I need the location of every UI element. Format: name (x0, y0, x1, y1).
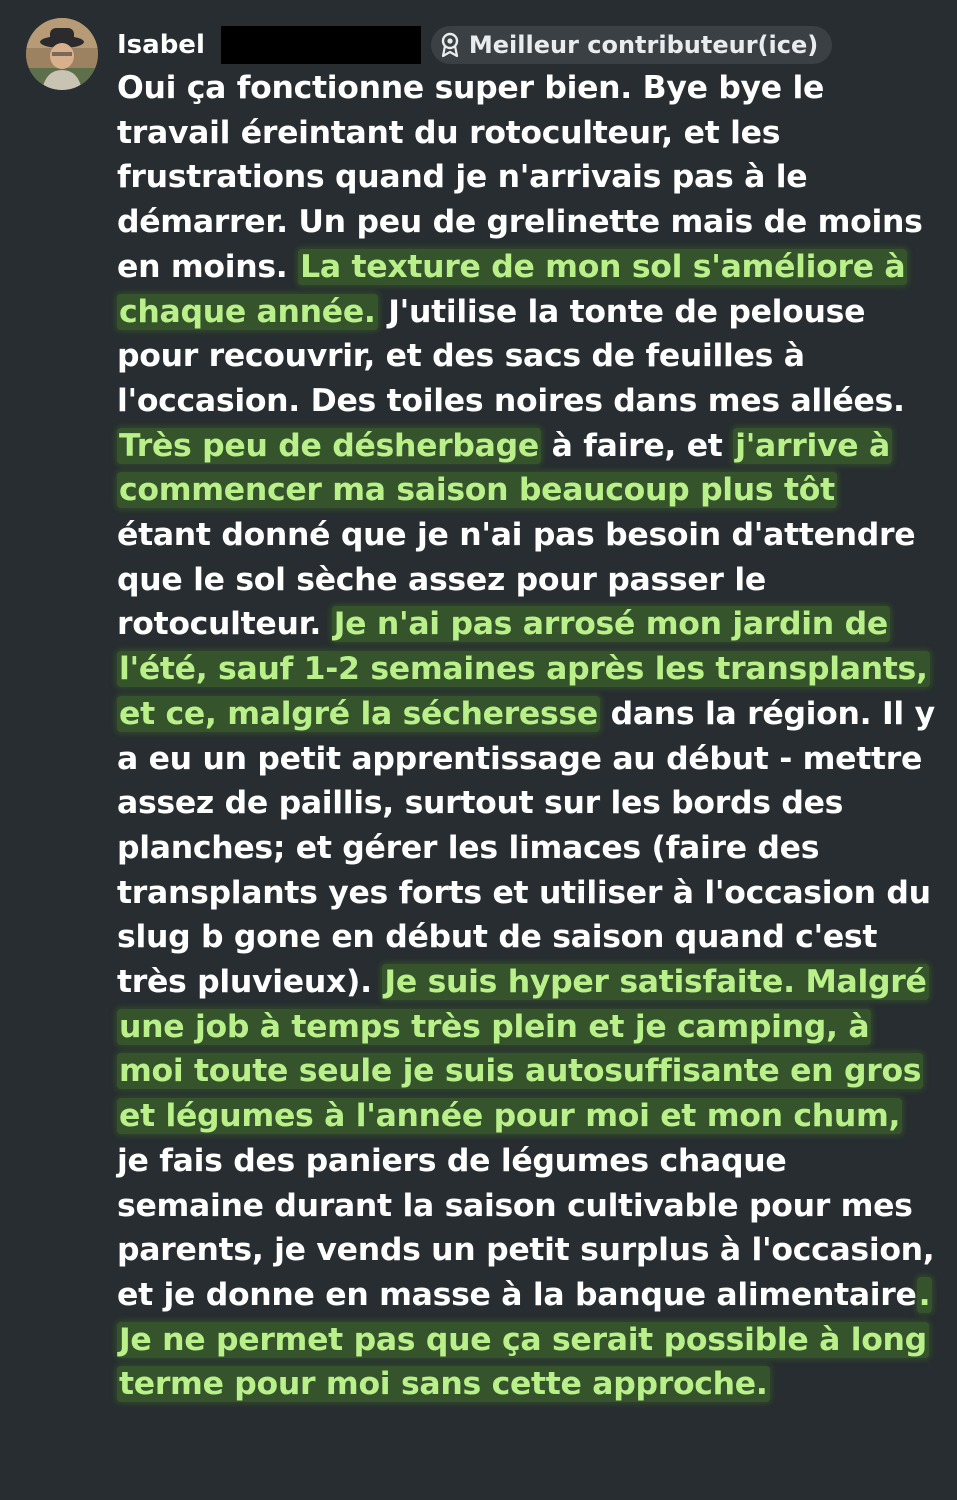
comment-text-segment: Oui ça fonctionne super bien. Bye bye le travail éreintant du rotoculteur, et les frustrations quand je n'arrivais pas à le démarrer. Un peu de grelinette mais de moins en moins. (117, 70, 923, 285)
author-name[interactable]: Isabel (117, 30, 205, 60)
highlighted-text: Je n'ai pas arrosé mon jardin de l'été, sauf 1-2 semaines après les transplants, et ce, malgré la sécheresse (119, 606, 928, 732)
award-ribbon-icon (439, 32, 461, 58)
redacted-surname (221, 26, 421, 64)
avatar[interactable] (26, 18, 98, 90)
highlighted-text: Je suis hyper satisfaite. Malgré une job à temps très plein et je camping, à moi toute seule je suis autosuffisante en gros et légumes à l'année pour moi et mon chum, (119, 964, 927, 1135)
comment-header (117, 26, 832, 64)
comment-text-segment: dans la région. Il y a eu un petit apprentissage au début - mettre assez de paillis, surtout sur les bords des planches; et gérer les limaces (faire des transplants yes forts et utiliser à l'occasion du slug b gone en début de saison quand c'est très pluvieux). (117, 695, 935, 1001)
top-contributor-badge[interactable] (431, 26, 832, 64)
comment-text-segment: à faire, et (540, 427, 734, 464)
highlighted-text: . (918, 1276, 931, 1313)
comment-text-segment: J'utilise la tonte de pelouse pour recouvrir, et des sacs de feuilles à l'occasion. Des toiles noires dans mes allées. (117, 293, 905, 419)
highlighted-text: Je ne permet pas que ça serait possible à long terme pour moi sans cette approche. (119, 1321, 927, 1403)
badge-label: Meilleur contributeur(ice) (468, 31, 819, 59)
avatar-photo (26, 18, 98, 90)
highlighted-text: j'arrive à commencer ma saison beaucoup plus tôt (119, 427, 890, 509)
comment-text-segment: je fais des paniers de légumes chaque semaine durant la saison cultivable pour mes parents, je vends un petit surplus à l'occasion, et je donne en masse à la banque alimentaire (117, 1142, 935, 1313)
highlighted-text: La texture de mon sol s'améliore à chaque année. (119, 248, 906, 330)
highlighted-text: Très peu de désherbage (119, 427, 539, 464)
comment-text (117, 66, 937, 1407)
comment-text-segment: étant donné que je n'ai pas besoin d'attendre que le sol sèche assez pour passer le rotoculteur. (117, 517, 916, 643)
